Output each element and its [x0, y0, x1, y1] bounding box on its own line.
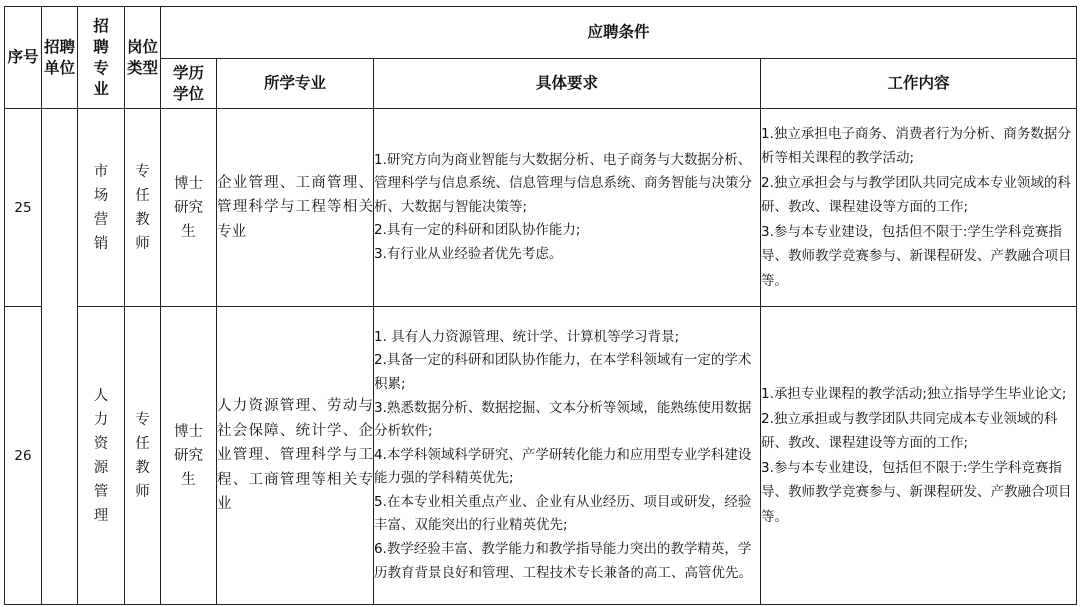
row-major: 市场营销 [78, 109, 125, 307]
row-major: 人力资源管理 [78, 307, 125, 605]
row-field: 人力资源管理、劳动与社会保障、统计学、企业管理、管理科学与工程、工商管理等相关专业 [217, 307, 374, 605]
duty-item: 3.参与本专业建设，包括但不限于:学生学科竞赛指导、教师教学竞赛参与、新课程研发、产教融合项目等。 [761, 223, 1072, 289]
duty-item: 2.独立承担会与与教学团队共同完成本专业领域的科研、教改、课程建设等方面的工作; [761, 174, 1071, 216]
requirement-item: 4.本学科领域科学研究、产学研转化能力和应用型专业学科建设能力强的学科精英优先; [374, 446, 752, 487]
row-requirements [374, 307, 761, 605]
recruitment-table [4, 6, 1077, 605]
duty-item: 2.独立承担或与教学团队共同完成本专业领域的科研、教改、课程建设等方面的工作; [761, 410, 1058, 451]
row-type: 专任教师 [125, 109, 161, 307]
header-conditions: 应聘条件 [161, 7, 1077, 59]
requirement-item: 6.教学经验丰富、教学能力和教学指导能力突出的教学精英，学历教育背景良好和管理、工程技术专长兼备的高工、高管优先。 [374, 541, 752, 581]
duty-item: 1.独立承担电子商务、消费者行为分析、商务数据分析等相关课程的教学活动; [761, 125, 1071, 167]
header-field: 所学专业 [217, 59, 374, 109]
requirement-item: 1.研究方向为商业智能与大数据分析、电子商务与大数据分析、管理科学与信息系统、信息管理与信息系统、商务智能与决策分析、大数据与智能决策等; [374, 151, 752, 215]
row-type: 专任教师 [125, 307, 161, 605]
header-requirements: 具体要求 [374, 59, 761, 109]
header-seq: 序号 [5, 7, 42, 109]
requirement-item: 2.具备一定的科研和团队协作能力，在本学科领域有一定的学术积累; [374, 352, 752, 392]
row-field: 企业管理、工商管理、管理科学与工程等相关专业 [217, 109, 374, 307]
row-seq: 26 [5, 307, 42, 605]
row-requirements [374, 109, 761, 307]
requirement-item: 3.熟悉数据分析、数据挖掘、文本分析等领域，能熟练使用数据分析软件; [374, 399, 752, 440]
duty-item: 3.参与本专业建设，包括但不限于:学生学科竞赛指导、教师教学竞赛参与、新课程研发、产教融合项目等。 [761, 459, 1072, 525]
requirement-item: 1. 具有人力资源管理、统计学、计算机等学习背景; [374, 328, 680, 345]
row-unit [42, 109, 78, 605]
header-major: 招聘专业 [78, 7, 125, 109]
row-seq: 25 [5, 109, 42, 307]
header-duties: 工作内容 [761, 59, 1077, 109]
header-unit: 招聘单位 [42, 7, 78, 109]
row-degree: 博士研究生 [161, 109, 217, 307]
table-row [5, 307, 1077, 605]
row-degree: 博士研究生 [161, 307, 217, 605]
row-duties [761, 109, 1077, 307]
header-degree: 学历学位 [161, 59, 217, 109]
table-row [5, 109, 1077, 307]
row-duties [761, 307, 1077, 605]
requirement-item: 3.有行业从业经验者优先考虑。 [374, 245, 563, 262]
requirement-item: 2.具有一定的科研和团队协作能力; [374, 222, 581, 239]
duty-item: 1.承担专业课程的教学活动;独立指导学生毕业论文; [761, 386, 1067, 402]
requirement-item: 5.在本专业相关重点产业、企业有从业经历、项目或研发，经验丰富、双能突出的行业精英优先; [374, 493, 752, 534]
header-type: 岗位类型 [125, 7, 161, 109]
